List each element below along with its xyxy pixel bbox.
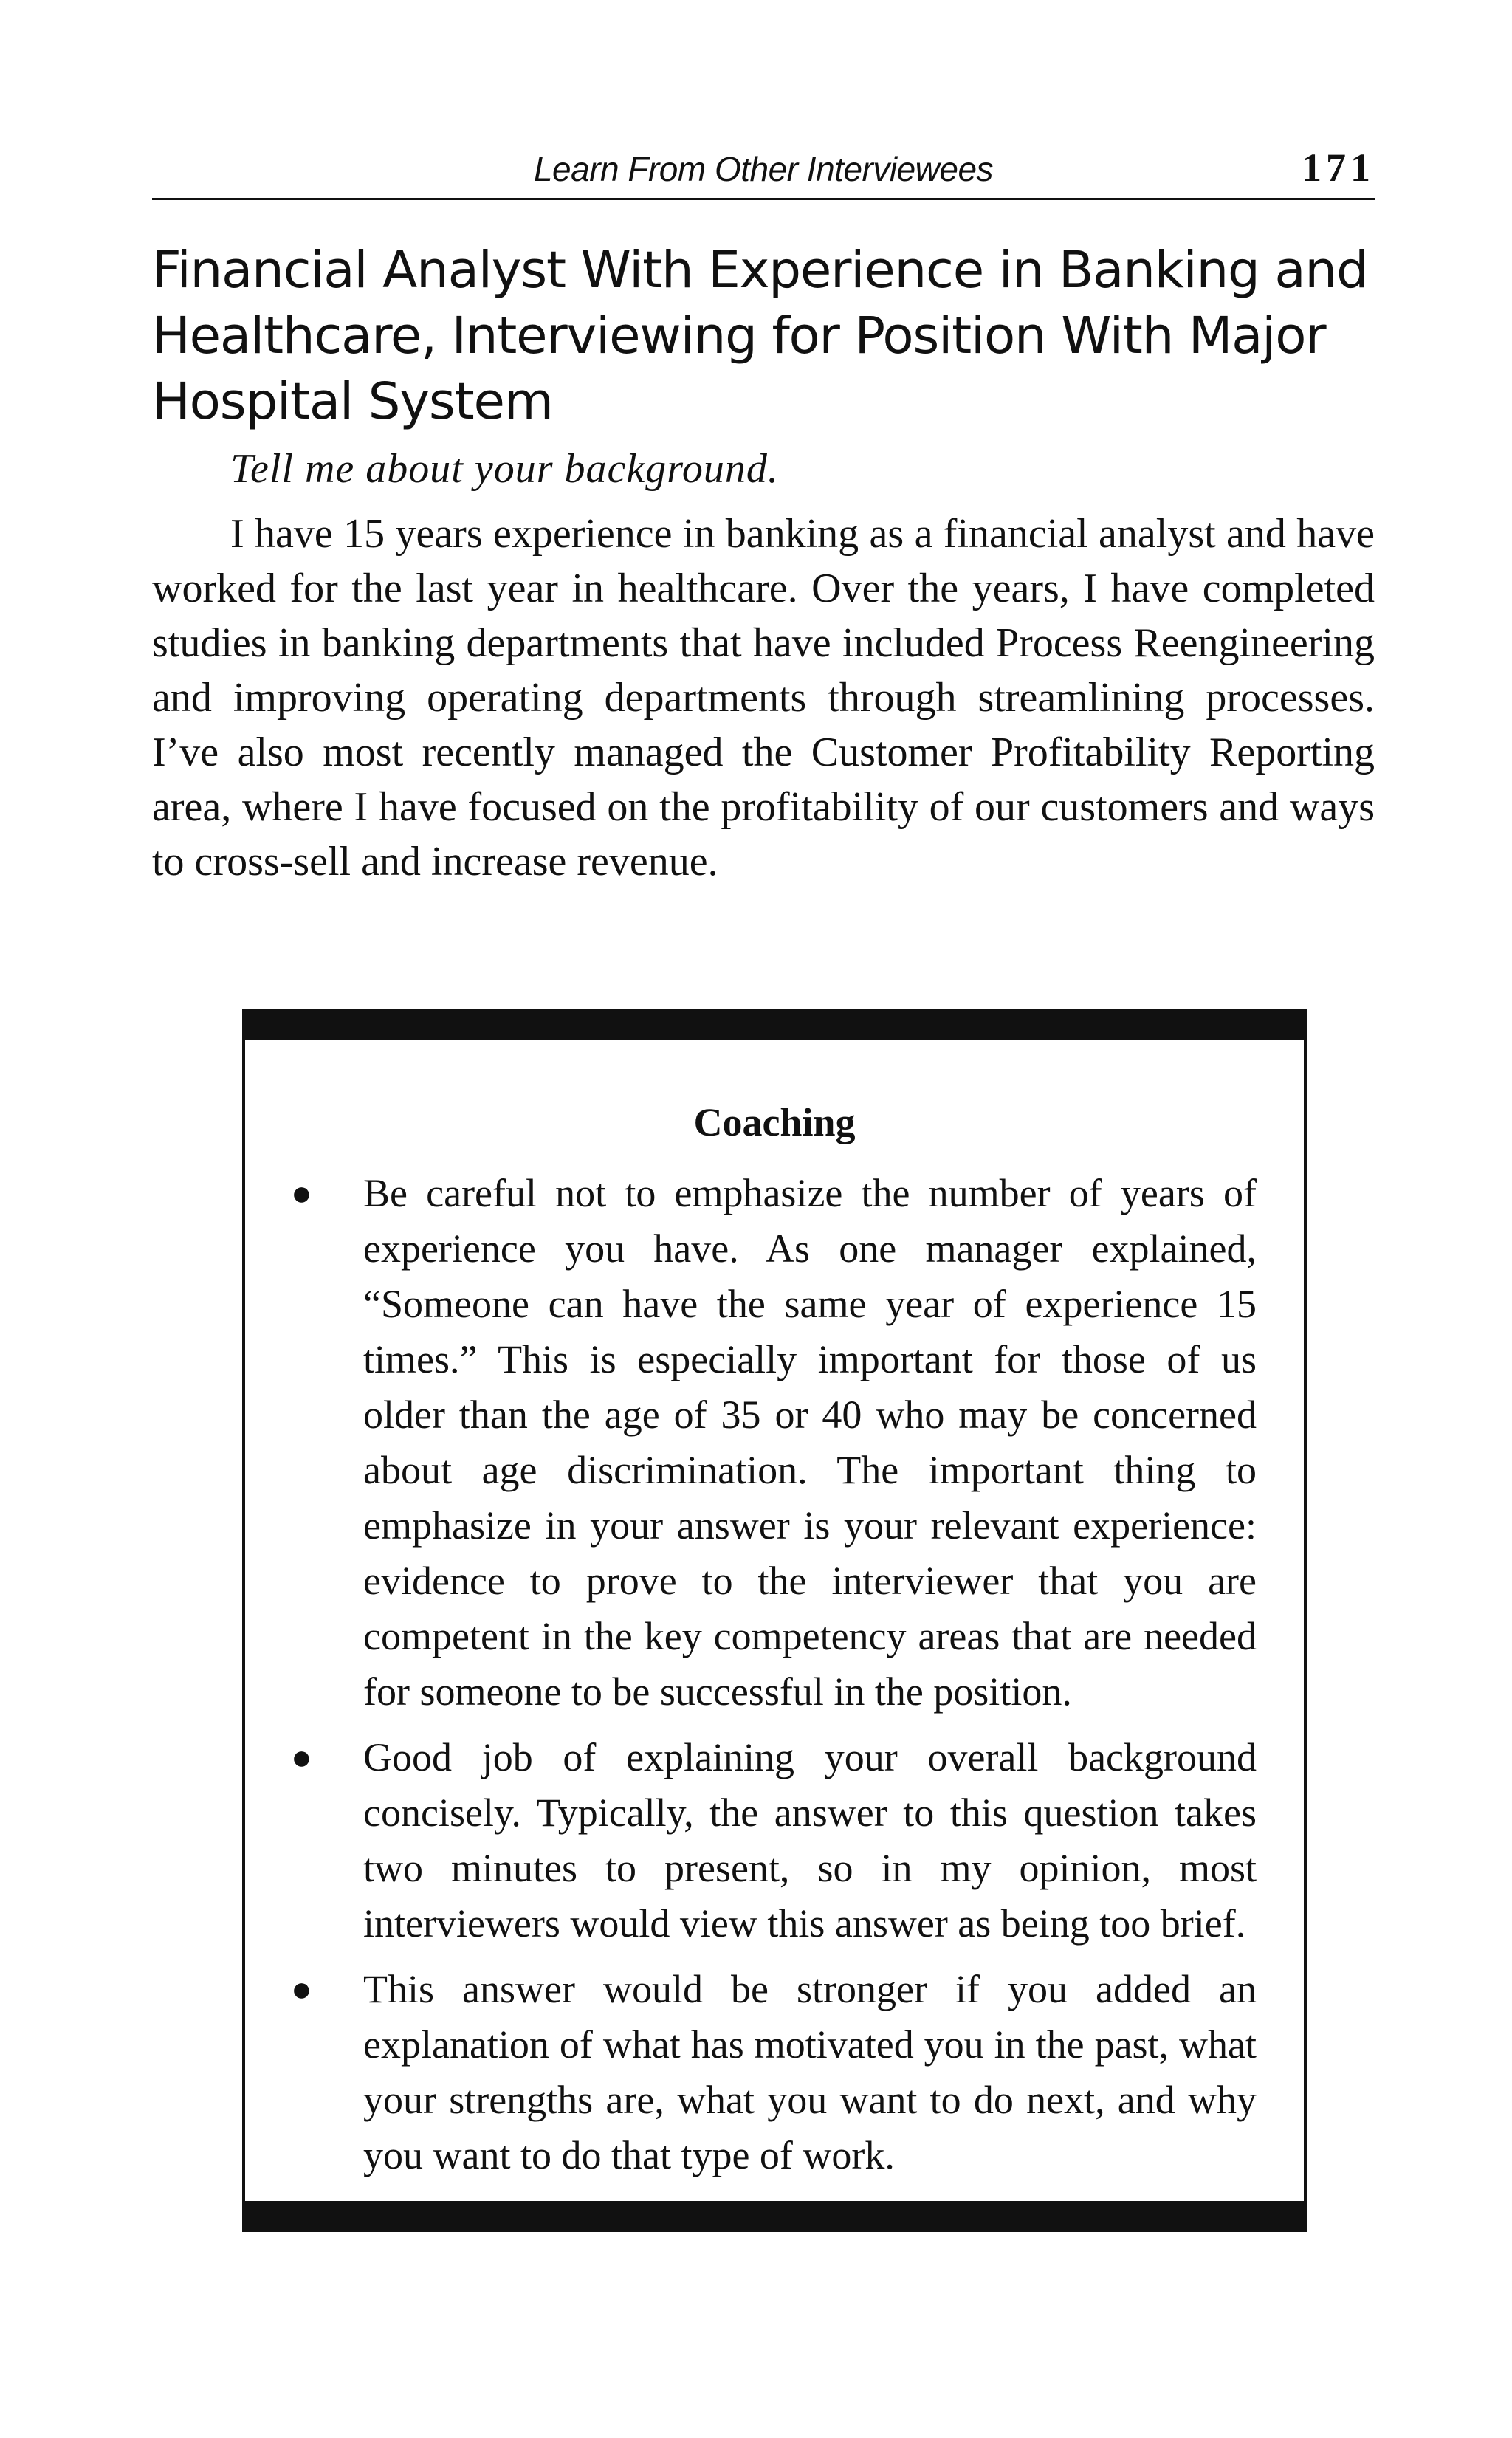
running-header (152, 145, 1375, 200)
coaching-box (242, 1009, 1307, 2232)
coaching-title: Coaching (693, 1100, 856, 1144)
coaching-bullet-item (245, 1730, 1304, 1951)
coaching-bullet-text: This answer would be stronger if you added an explanation of what has motivated you in the past, what your strengths are, what you want to do next, and why you want to do that type of work. (363, 1967, 1257, 2177)
interview-answer: I have 15 years experience in banking as a financial analyst and have worked for the last year in healthcare. Over the years, I have completed studies in banking departments that have included Process Reengineering and improving operating departments through streamlining processes. I’ve also most recently managed the Customer Profitability Reporting area, where I have focused on the profitability of our customers and ways to cross-sell and increase revenue. (152, 511, 1375, 885)
page-number: 171 (1302, 145, 1375, 190)
running-header-title: Learn From Other Interviewees (533, 150, 994, 188)
coaching-bullet-text: Be careful not to emphasize the number of years of experience you have. As one manager explained, “Someone can have the same year of experience 15 times.” This is especially important for those of us older than the age of 35 or 40 who may be concerned about age discrimination. The important thing to emphasize in your answer is your relevant experience: evidence to prove to the interviewer that you are competent in the key competency areas that are needed for someone to be successful in the position. (363, 1171, 1257, 1714)
coaching-bullet-list (245, 1166, 1304, 2194)
coaching-bullet-item (245, 1962, 1304, 2183)
section-title: Financial Analyst With Experience in Banking and Healthcare, Interviewing for Position With Major Hospital System (152, 241, 1368, 431)
coaching-bullet-text: Good job of explaining your overall background concisely. Typically, the answer to this question takes two minutes to present, so in my opinion, most interviewers would view this answer as being too brief. (363, 1735, 1257, 1946)
bullet-icon: ● (291, 1174, 312, 1213)
interview-question: Tell me about your background. (230, 446, 779, 492)
bullet-icon: ● (291, 1970, 312, 2009)
bullet-icon: ● (291, 1738, 312, 1777)
coaching-bullet-item (245, 1166, 1304, 1720)
